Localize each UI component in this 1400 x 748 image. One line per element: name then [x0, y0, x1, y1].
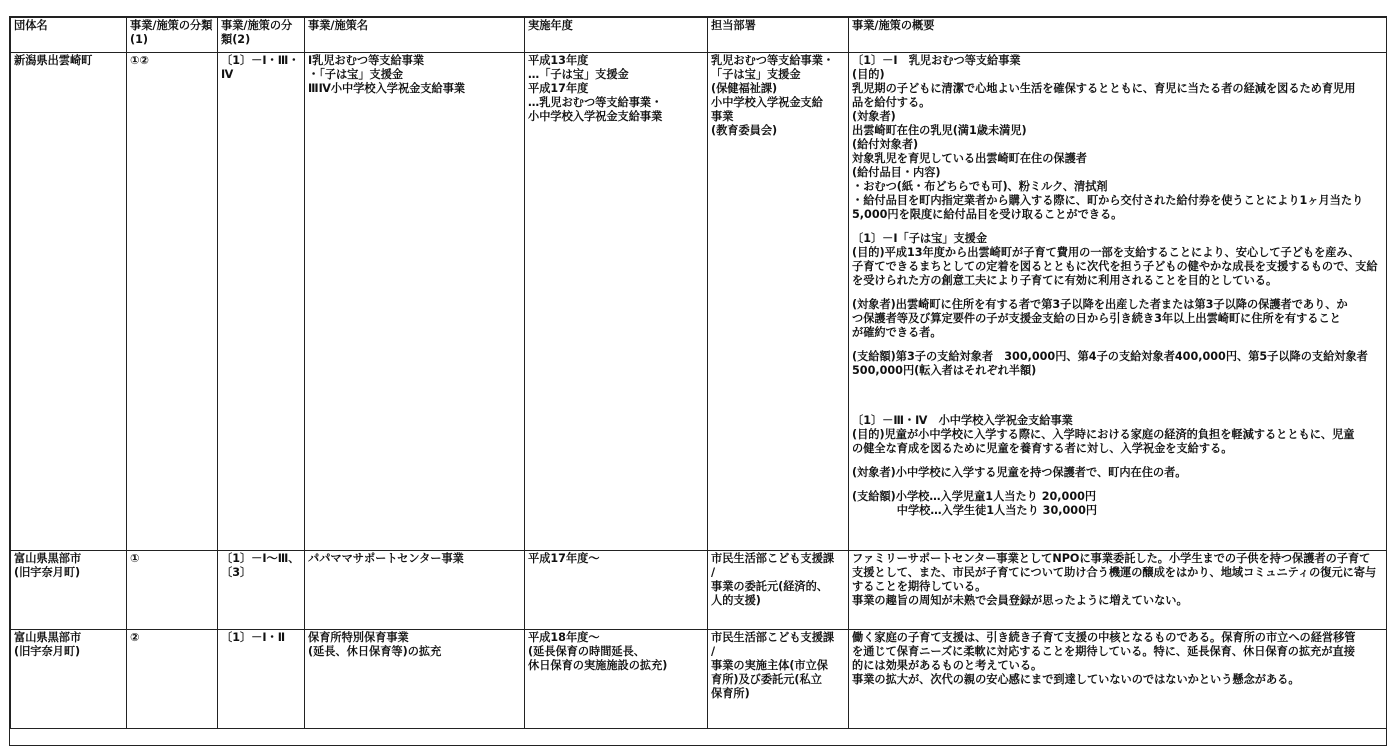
paragraph-gap	[852, 288, 1383, 298]
department-line: (保健福祉課)	[711, 82, 778, 95]
summary-line: の健全な育成を図るために児童を養育する者に対し、入学祝金を支給する。	[852, 442, 1233, 455]
summary-line: 支援として、また、市民が子育てについて助け合う機運の醸成をはかり、地域コミュニティの復元に寄与	[852, 566, 1377, 579]
cell-department	[708, 551, 849, 630]
category-1-value: ①②	[130, 54, 149, 67]
department-line: 小中学校入学祝金支給	[711, 96, 823, 109]
summary-line: 子育てできるまちとしての定着を図るとともに次代を担う子どもの健やかな成長を支援するもので、支給	[852, 260, 1378, 273]
summary-line: 5,000円を限度に給付品目を受け取ることができる。	[852, 208, 1123, 221]
childcare-measures-table	[10, 17, 1387, 729]
summary-line: ・給付品目を町内指定業者から購入する際に、町から交付された給付券を使うことにより1ヶ月当たり	[852, 194, 1364, 207]
summary-line: することを期待している。	[852, 580, 987, 593]
paragraph-gap	[852, 222, 1383, 232]
cell-org	[11, 551, 127, 630]
department-line: 育所)及び委託元(私立	[711, 673, 822, 686]
summary-line: 〔1〕－Ⅰ 乳児おむつ等支給事業	[852, 54, 1021, 67]
cell-category-2	[218, 630, 305, 729]
cell-department	[708, 630, 849, 729]
header-org: 団体名	[11, 18, 127, 53]
summary-line: 品を給付する。	[852, 96, 931, 109]
header-category-1: 事業/施策の分類(1)	[127, 18, 218, 53]
cell-org	[11, 53, 127, 551]
year-line: 小中学校入学祝金支給事業	[528, 110, 663, 123]
department-line: 「子は宝」支援金	[711, 68, 801, 81]
paragraph-gap	[852, 456, 1383, 466]
summary-line: 対象乳児を育児している出雲崎町在住の保護者	[852, 152, 1087, 165]
cell-measure-name	[305, 630, 525, 729]
paragraph-gap	[852, 396, 1383, 414]
department-line: /	[711, 645, 716, 658]
summary-line: (目的)児童が小中学校に入学する際に、入学時における家庭の経済的負担を軽減するとともに、児童	[852, 428, 1355, 441]
summary-line: (支給額)小学校…入学児童1人当たり 20,000円	[852, 490, 1097, 503]
table-row	[11, 551, 1387, 630]
summary-line: 事業の趣旨の周知が未熟で会員登録が思ったように増えていない。	[852, 594, 1188, 607]
summary-line: を受けられた方の創意工夫により子育てに有効に利用されることを目的としている。	[852, 274, 1278, 287]
cell-year	[525, 551, 708, 630]
year-line: …「子は宝」支援金	[528, 68, 629, 81]
department-line: 市民生活部こども支援課	[711, 552, 835, 565]
department-line: 事業の委託元(経済的、	[711, 580, 828, 593]
cell-year	[525, 53, 708, 551]
org-former-name: (旧宇奈月町)	[14, 566, 81, 579]
measure-name-line: (延長、休日保育等)の拡充	[308, 645, 442, 658]
summary-line: 中学校…入学生徒1人当たり 30,000円	[852, 504, 1098, 517]
cell-category-2	[218, 53, 305, 551]
summary-line: (支給額)第3子の支給対象者 300,000円、第4子の支給対象者400,000円、第5子以降の支給対象者	[852, 350, 1368, 363]
measure-name-line: ・「子は宝」支援金	[308, 68, 404, 81]
summary-line: ファミリーサポートセンター事業としてNPOに事業委託した。小学生までの子供を持つ保護者の子育て	[852, 552, 1371, 565]
cell-summary	[849, 551, 1387, 630]
category-2-line: 〔3〕	[221, 566, 252, 579]
table-row	[11, 630, 1387, 729]
cell-measure-name	[305, 551, 525, 630]
summary-line: ・おむつ(紙・布どちらでも可)、粉ミルク、清拭剤	[852, 180, 1108, 193]
org-name: 富山県黒部市	[14, 552, 82, 565]
summary-line: 働く家庭の子育て支援は、引き続き子育て支援の中核となるものである。保育所の市立への経営移管	[852, 631, 1356, 644]
department-line: 事業の実施主体(市立保	[711, 659, 828, 672]
summary-line: 〔1〕－Ⅲ・Ⅳ 小中学校入学祝金支給事業	[852, 414, 1073, 427]
header-row	[11, 18, 1387, 53]
measure-name-line: パパママサポートセンター事業	[308, 552, 464, 565]
summary-line: 〔1〕－Ⅰ「子は宝」支援金	[852, 232, 988, 245]
department-line: 市民生活部こども支援課	[711, 631, 835, 644]
year-line: 平成13年度	[528, 54, 589, 67]
cell-department	[708, 53, 849, 551]
header-category-2: 事業/施策の分類(2)	[218, 18, 305, 53]
cell-category-1	[127, 53, 218, 551]
measure-name-line: Ⅰ乳児おむつ等支給事業	[308, 54, 425, 67]
year-line: 平成18年度～	[528, 631, 600, 644]
cell-category-1	[127, 551, 218, 630]
category-2-line: 〔1〕－Ⅰ・Ⅱ	[221, 631, 286, 644]
cell-category-1	[127, 630, 218, 729]
summary-line: 事業の拡大が、次代の親の安心感にまで到達していないのではないかという懸念がある。	[852, 673, 1300, 686]
year-line: 平成17年度	[528, 82, 589, 95]
category-2-line: 〔1〕－Ⅰ・Ⅲ・	[221, 54, 300, 67]
department-line: 事業	[711, 110, 734, 123]
paragraph-gap	[852, 480, 1383, 490]
summary-line: (対象者)	[852, 110, 896, 123]
org-former-name: (旧宇奈月町)	[14, 645, 81, 658]
summary-line: つ保護者等及び算定要件の子が支援金支給の日から引き続き3年以上出雲崎町に住所を有すること	[852, 312, 1341, 325]
header-department: 担当部署	[708, 18, 849, 53]
summary-line: 乳児期の子どもに清潔で心地よい生活を確保するとともに、育児に当たる者の経減を図るため育児用	[852, 82, 1356, 95]
org-name: 新潟県出雲崎町	[14, 54, 93, 67]
measure-name-line: 保育所特別保育事業	[308, 631, 409, 644]
year-line: 平成17年度～	[528, 552, 600, 565]
header-measure-name: 事業/施策名	[305, 18, 525, 53]
category-1-value: ②	[130, 631, 140, 644]
category-1-value: ①	[130, 552, 140, 565]
summary-line: (目的)	[852, 68, 885, 81]
department-line: 乳児おむつ等支給事業・	[711, 54, 835, 67]
header-summary: 事業/施策の概要	[849, 18, 1387, 53]
summary-line: (対象者)小中学校に入学する児童を持つ保護者で、町内在住の者。	[852, 466, 1187, 479]
department-line: 人的支援)	[711, 594, 761, 607]
cell-summary	[849, 630, 1387, 729]
cell-summary	[849, 53, 1387, 551]
paragraph-gap	[852, 378, 1383, 396]
summary-line: が確約できる者。	[852, 326, 942, 339]
cell-org	[11, 630, 127, 729]
org-name: 富山県黒部市	[14, 631, 82, 644]
year-line: (延長保育の時間延長、	[528, 645, 645, 658]
survey-table-sheet	[9, 16, 1387, 746]
measure-name-line: ⅢⅣ小中学校入学祝金支給事業	[308, 82, 466, 95]
department-line: /	[711, 566, 716, 579]
cell-measure-name	[305, 53, 525, 551]
department-line: 保育所)	[711, 687, 750, 700]
summary-line: (目的)平成13年度から出雲崎町が子育て費用の一部を支給することにより、安心して子どもを産み、	[852, 246, 1360, 259]
table-row	[11, 53, 1387, 551]
summary-line: (対象者)出雲崎町に住所を有する者で第3子以降を出産した者または第3子以降の保護者であり、か	[852, 298, 1348, 311]
cell-category-2	[218, 551, 305, 630]
summary-line: 的には効果があるものと考えている。	[852, 659, 1043, 672]
department-line: (教育委員会)	[711, 124, 778, 137]
summary-line: を通じて保育ニーズに柔軟に対応することを期待している。特に、延長保育、休日保育の拡充が直接	[852, 645, 1355, 658]
year-line: 休日保育の実施施設の拡充)	[528, 659, 668, 672]
category-2-line: 〔1〕－Ⅰ～Ⅲ、	[221, 552, 300, 565]
category-2-line: Ⅳ	[221, 68, 234, 81]
header-year: 実施年度	[525, 18, 708, 53]
cell-year	[525, 630, 708, 729]
summary-line: 出雲崎町在住の乳児(満1歳未満児)	[852, 124, 1027, 137]
paragraph-gap	[852, 340, 1383, 350]
summary-line: (給付品目・内容)	[852, 166, 941, 179]
summary-line: (給付対象者)	[852, 138, 919, 151]
summary-line: 500,000円(転入者はそれぞれ半額)	[852, 364, 1037, 377]
year-line: …乳児おむつ等支給事業・	[528, 96, 663, 109]
